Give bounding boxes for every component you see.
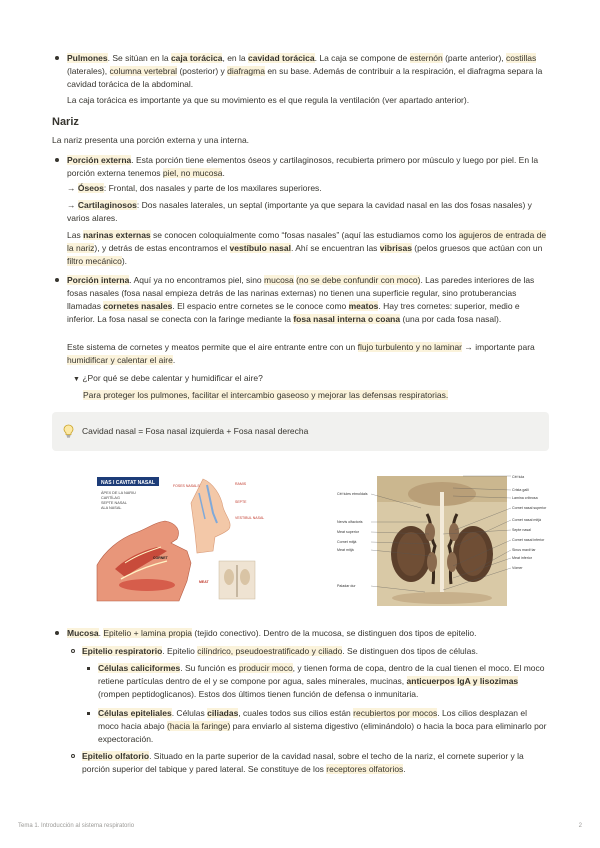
page-number: 2 — [578, 823, 582, 829]
fig-right-label: Septe nasal — [512, 528, 531, 532]
bullet-dot — [55, 278, 59, 282]
fig-right-label: Nervis olfactoris — [337, 520, 363, 524]
cartilaginosos-line: → Cartilaginosos: Dos nasales laterales, un septal (importante ya que separa la cavidad nasal en las dos fosas nasales) y varios alares. — [67, 200, 532, 223]
bullet-dot — [55, 56, 59, 60]
toggle-question-text: ¿Por qué se debe calentar y humidificar el aire? — [82, 373, 263, 383]
sistema-paragraph: Este sistema de cornetes y meatos permite que el aire entrante entre con un flujo turbulento y no laminar → importante para humidificar y calentar el aire. — [67, 342, 535, 365]
figure-left-title: NAS I CAVITAT NASAL — [101, 480, 155, 486]
fig-right-label: Lamina cribrosa — [512, 496, 538, 500]
fig-left-label: SEPTE — [235, 500, 247, 504]
fig-left-label: MEAT — [199, 580, 209, 584]
oseos-line: → Óseos: Frontal, dos nasales y parte de los maxilares superiores. — [67, 183, 322, 193]
celulas-caliciformes: Células caliciformes. Su función es producir moco, y tienen forma de copa, dentro de la cual tienen el moco. El moco retiene partículas dentro de el y se compone por agua, sales minerales, mucinas, anticuerpos IgA y lisozimas (rompen peptidoglicanos). Estos dos últimos tienen función de defensa o inmunitaria. — [98, 663, 545, 699]
fig-right-label: Cèl·lules etmoïdals — [337, 492, 368, 496]
fig-right-label: Meat inferior — [512, 556, 532, 560]
toggle-question[interactable] — [73, 372, 543, 386]
fig-right-label: Vòmer — [512, 566, 523, 570]
fig-right-label: Sinus maxil·lar — [512, 548, 536, 552]
bullet-square — [87, 667, 90, 670]
fig-left-bullet: CARTÍLAG — [101, 496, 120, 500]
epitelio-respiratorio: Epitelio respiratorio. Epitelio cilíndrico, pseudoestratificado y ciliado. Se distinguen dos tipos de células. — [82, 646, 478, 656]
toggle-triangle-icon: ▼ — [73, 376, 80, 383]
fig-left-bullet: SEPTE NASAL — [101, 501, 127, 505]
fig-right-label: Meat mitjà — [337, 548, 354, 552]
callout-box — [52, 412, 549, 451]
fig-right-label: Cornet nasal inferior — [512, 538, 545, 542]
mucosa-paragraph: Mucosa. Epitelio + lamina propia (tejido conectivo). Dentro de la mucosa, se distinguen dos tipos de epitelio. — [67, 628, 477, 638]
porcion-externa-paragraph: Porción externa. Esta porción tiene elementos óseos y cartilaginosos, recubierta primero por músculo y luego por piel. En la porción externa tenemos piel, no mucosa. — [67, 155, 539, 178]
nasal-cavity-illustration — [95, 473, 277, 603]
fig-right-label: Cornet nasal mitjà — [512, 518, 541, 522]
narinas-paragraph: Las narinas externas se conocen coloquialmente como “fosas nasales” (aquí las estudiamos como los agujeros de entrada de la nariz), y detrás de estas encontramos el vestíbulo nasal. Ahí se encuentran las vibrisas (pelos gruesos que actúan con un filtro mecánico). — [67, 230, 547, 266]
fig-right-label: Paladar dur — [337, 584, 356, 588]
fig-left-label: VESTIBUL NASAL — [235, 516, 265, 520]
bullet-square — [87, 712, 90, 715]
fig-left-bullet: ALA NASAL — [101, 506, 122, 510]
footer-title: Tema 1. Introducción al sistema respiratorio — [18, 823, 135, 829]
pulmones-paragraph: Pulmones. Se sitúan en la caja torácica, en la cavidad torácica. La caja se compone de esternón (parte anterior), costillas (laterales), columna vertebral (posterior) y diafragma en su base. Además de contribuir a la respiración, el diafragma separa la cavidad torácica de la abdominal. — [67, 53, 543, 89]
pulmones-note: La caja torácica es importante ya que su movimiento es el que regula la ventilación (ver apartado anterior). — [67, 95, 470, 105]
fig-right-label: Cèl·lula — [512, 475, 525, 479]
fig-right-label: Crista galli — [512, 488, 529, 492]
toggle-answer-text: Para proteger los pulmones, facilitar el intercambio gaseoso y mejorar las defensas respiratorias. — [83, 390, 449, 400]
callout-text: Cavidad nasal = Fosa nasal izquierda + Fosa nasal derecha — [82, 426, 309, 436]
epitelio-olfatorio: Epitelio olfatorio. Situado en la parte superior de la cavidad nasal, sobre el techo de la nariz, el cornete superior y la porción superior del tabique y pared lateral. Se constituye de los receptores olfatorios. — [82, 751, 524, 774]
porcion-interna-paragraph: Porción interna. Aquí ya no encontramos piel, sino mucosa (no se debe confundir con moco). Las paredes interiores de las fosas nasales (fosa nasal empieza detrás de las narinas externas) no tienen una superficie regular, sino protuberancias llamadas cornetes nasales. El espacio entre cornetes se le conoce como meatos. Hay tres cornetes: superior, medio e inferior. La fosa nasal se conecta con la faringe mediante la fosa nasal interna o coana (una por cada fosa nasal). — [67, 275, 535, 324]
fig-left-label: FOSES NASALS — [173, 484, 200, 488]
toggle-answer — [83, 389, 543, 402]
celulas-epiteliales: Células epiteliales. Células ciliadas, cuales todos sus cilios están recubiertos por mocos. Los cilios desplazan el moco hacia abajo (hacia la faringe) para enviarlo al sistema digestivo (eliminándolo) o hacia la boca para eliminarlo por expectoración. — [98, 708, 547, 744]
fig-left-bullet: ÀPEX DE LA NARIU — [101, 491, 136, 495]
fig-left-label: CORNET — [153, 556, 168, 560]
coronal-section-photo — [335, 474, 555, 611]
nariz-intro: La nariz presenta una porción externa y una interna. — [52, 135, 250, 145]
fig-right-label: Meat superior — [337, 530, 359, 534]
fig-right-label: Cornet mitjà — [337, 540, 357, 544]
section-heading-nariz: Nariz — [52, 116, 79, 128]
bullet-ring — [71, 649, 75, 653]
fig-left-label: RAMIS — [235, 482, 247, 486]
bullet-dot — [55, 631, 59, 635]
fig-right-label: Cornet nasal superior — [512, 506, 547, 510]
bullet-ring — [71, 754, 75, 758]
lightbulb-icon — [63, 424, 74, 438]
bullet-dot — [55, 158, 59, 162]
